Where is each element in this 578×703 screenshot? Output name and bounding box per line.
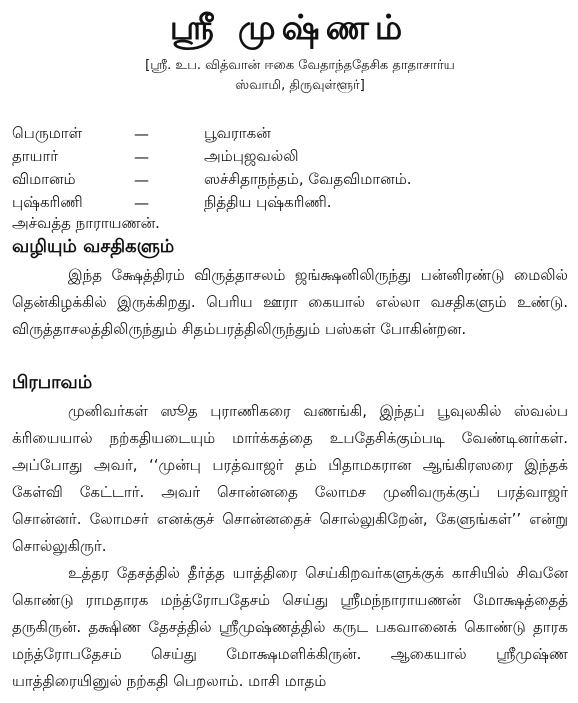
section-heading-route: வழியும் வசதிகளும் xyxy=(12,236,175,257)
attribute-value: ஸச்சிதாநந்தம், வேதவிமானம். xyxy=(204,169,412,188)
attribute-row xyxy=(12,122,568,145)
page-title: ஸ்ரீ முஷ்ணம் xyxy=(169,8,409,48)
author-credit-line-1: [ஸ்ரீ. உப. வித்வான் ஈகை வேதாந்ததேசிக தாதாசார்ய xyxy=(145,58,455,73)
attribute-dash: — xyxy=(134,124,149,143)
attribute-key: விமானம் xyxy=(12,169,76,188)
attribute-dash: — xyxy=(134,147,149,166)
attribute-value: நித்திய புஷ்கரிணி. xyxy=(204,192,332,211)
attribute-value: அம்புஜவல்லி xyxy=(204,146,299,165)
attribute-key: புஷ்கரிணி xyxy=(12,192,83,211)
attribute-row xyxy=(12,168,568,191)
temple-attributes xyxy=(12,122,568,214)
attribute-dash: — xyxy=(134,170,149,189)
attribute-key: பெருமாள் xyxy=(12,123,83,142)
attribute-row xyxy=(12,145,568,168)
attribute-dash: — xyxy=(134,193,149,212)
attribute-continuation: அச்வத்த நாராயணன். xyxy=(12,214,160,232)
author-credit-line-2: ஸ்வாமி, திருவுள்ளூர்] xyxy=(235,78,365,93)
section-heading-greatness: பிரபாவம் xyxy=(12,372,93,393)
attribute-row xyxy=(12,191,568,214)
greatness-paragraph-2: உத்தர தேசத்தில் தீர்த்த யாத்திரை செய்கிறவர்களுக்குக் காசியில் சிவனே கொண்டு ராமதாரக மந்த்ரோபதேசம் செய்து ஸ்ரீமந்நாராயணன் மோக்ஷத்தைத் தருகிருன். தக்ஷிண தேசத்தில் ஸ்ரீமுஷ்ணத்தில் கருட பகவானைக் கொண்டு தாரக மந்த்ரோபதேசம் செய்து மோக்ஷமளிக்கிருன். ஆகையால் ஸ்ரீமுஷ்ண யாத்திரையினுல் நற்கதி பெறலாம். மாசி மாதம் xyxy=(12,564,568,690)
greatness-paragraph-1: முனிவர்கள் ஸூத புராணிகரை வணங்கி, இந்தப் பூவுலகில் ஸ்வல்ப க்ரியையால் நற்கதியடையும் மார்க்கத்தை உபதேசிக்கும்படி வேண்டினர்கள். அப்போது அவர், ‘‘முன்பு பரத்வாஜர் தம் பிதாமகரான ஆங்கிரஸரை இந்தக் கேள்வி கேட்டார். அவர் சொன்னதை லோமச முனிவருக்குப் பரத்வாஜர் சொன்னர். லோமசர் எனக்குச் சொன்னதைச் சொல்லுகிறேன், கேளுங்கள்’’ என்று சொல்லுகிருர். xyxy=(12,402,568,555)
route-paragraph: இந்த க்ஷேத்திரம் விருத்தாசலம் ஜங்க்ஷனிலிருந்து பன்னிரண்டு மைலில் தென்கிழக்கில் இருக்கிறது. பெரிய ஊரா கையால் எல்லா வசதிகளும் உண்டு. விருத்தாசலத்திலிருந்தும் சிதம்பரத்திலிருந்தும் பஸ்கள் போகின்றன. xyxy=(12,266,568,338)
attribute-key: தாயார் xyxy=(12,146,59,165)
author-credit xyxy=(80,56,520,96)
attribute-value: பூவராகன் xyxy=(204,123,271,142)
